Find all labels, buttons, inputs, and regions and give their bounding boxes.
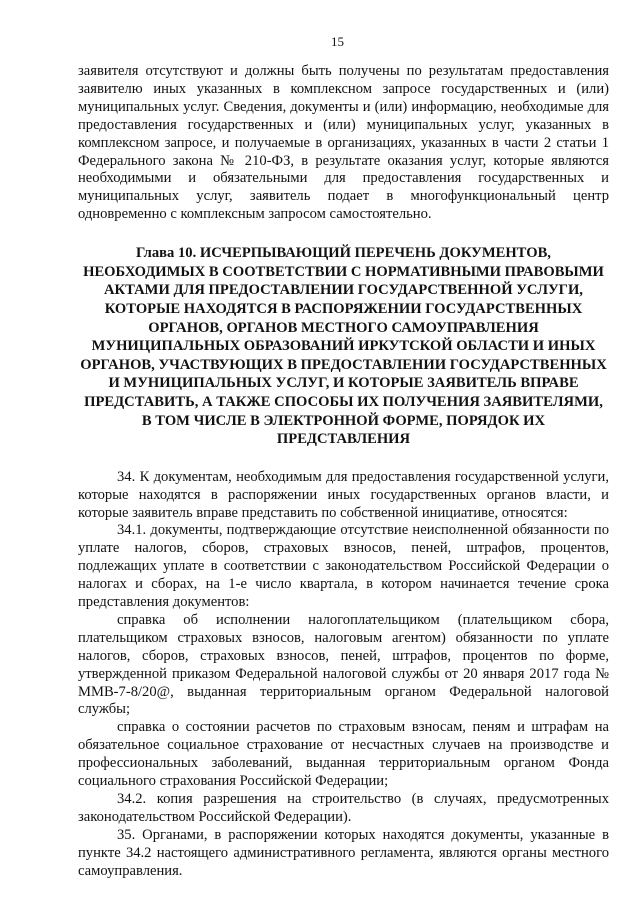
chapter-heading: Глава 10. ИСЧЕРПЫВАЮЩИЙ ПЕРЕЧЕНЬ ДОКУМЕНТОВ, НЕОБХОДИМЫХ В СООТВЕТСТВИИ С НОРМАТИВНЫМИ ПРАВОВЫМИ АКТАМИ ДЛЯ ПРЕДОСТАВЛЕНИИ ГОСУДАРСТВЕННОЙ УСЛУГИ, КОТОРЫЕ НАХОДЯТСЯ В РАСПОРЯЖЕНИИ ГОСУДАРСТВЕННЫХ ОРГАНОВ, ОРГАНОВ МЕСТНОГО САМОУПРАВЛЕНИЯ МУНИЦИПАЛЬНЫХ ОБРАЗОВАНИЙ ИРКУТСКОЙ ОБЛАСТИ И ИНЫХ ОРГАНОВ, УЧАСТВУЮЩИХ В ПРЕДОСТАВЛЕНИИ ГОСУДАРСТВЕННЫХ И МУНИЦИПАЛЬНЫХ УСЛУГ, И КОТОРЫЕ ЗАЯВИТЕЛЬ ВПРАВЕ ПРЕДСТАВИТЬ, А ТАКЖЕ СПОСОБЫ ИХ ПОЛУЧЕНИЯ ЗАЯВИТЕЛЯМИ, В ТОМ ЧИСЛЕ В ЭЛЕКТРОННОЙ ФОРМЕ, ПОРЯДОК ИХ ПРЕДСТАВЛЕНИЯ (80, 245, 607, 448)
paragraph-34-2: 34.2. копия разрешения на строительство (в случаях, предусмотренных законодательством Российской Федерации). (78, 791, 609, 825)
paragraph-tax-certificate: справка об исполнении налогоплательщиком (плательщиком сбора, плательщиком страховых взносов, налоговым агентом) обязанности по уплате налогов, сборов, страховых взносов, пеней, штрафов, процентов по форме, утвержденной приказом Федеральной налоговой службы от 20 января 2017 года № ММВ-7-8/20@, выданная территориальным органом Федеральной налоговой службы; (78, 611, 609, 718)
paragraph-insurance-certificate: справка о состоянии расчетов по страховым взносам, пеням и штрафам на обязательное социальное страхование от несчастных случаев на производстве и профессиональных заболеваний, выданная территориальным органом Фонда социального страхования Российской Федерации; (78, 719, 609, 790)
paragraph-34-1: 34.1. документы, подтверждающие отсутствие неисполненной обязанности по уплате налогов, сборов, страховых взносов, пеней, штрафов, процентов, подлежащих уплате в соответствии с законодательством Российской Федерации о налогах и сборах, на 1-е число квартала, в котором начинается течение срока представления документов: (78, 522, 609, 611)
paragraph-34: 34. К документам, необходимым для предоставления государственной услуги, которые находятся в распоряжении иных государственных органов власти, и которые заявитель вправе представить по собственной инициативе, относятся: (78, 468, 609, 521)
page-number: 15 (331, 34, 344, 49)
intro-paragraph: заявителя отсутствуют и должны быть получены по результатам предоставления заявителю иных указанных в комплексном запросе государственных и (или) муниципальных услуг. Сведения, документы и (или) информацию, необходимые для предоставления государственных и (или) муниципальных услуг, указанных в комплексном запросе, и получаемые в организациях, указанных в части 2 статьи 1 Федерального закона № 210-ФЗ, в результате оказания услуг, которые являются необходимыми и обязательными для предоставления государственных и муниципальных услуг, заявитель подает в многофункциональный центр одновременно с комплексным запросом самостоятельно. (78, 63, 609, 223)
paragraph-35: 35. Органами, в распоряжении которых находятся документы, указанные в пункте 34.2 настоящего административного регламента, являются органы местного самоуправления. (78, 826, 609, 879)
